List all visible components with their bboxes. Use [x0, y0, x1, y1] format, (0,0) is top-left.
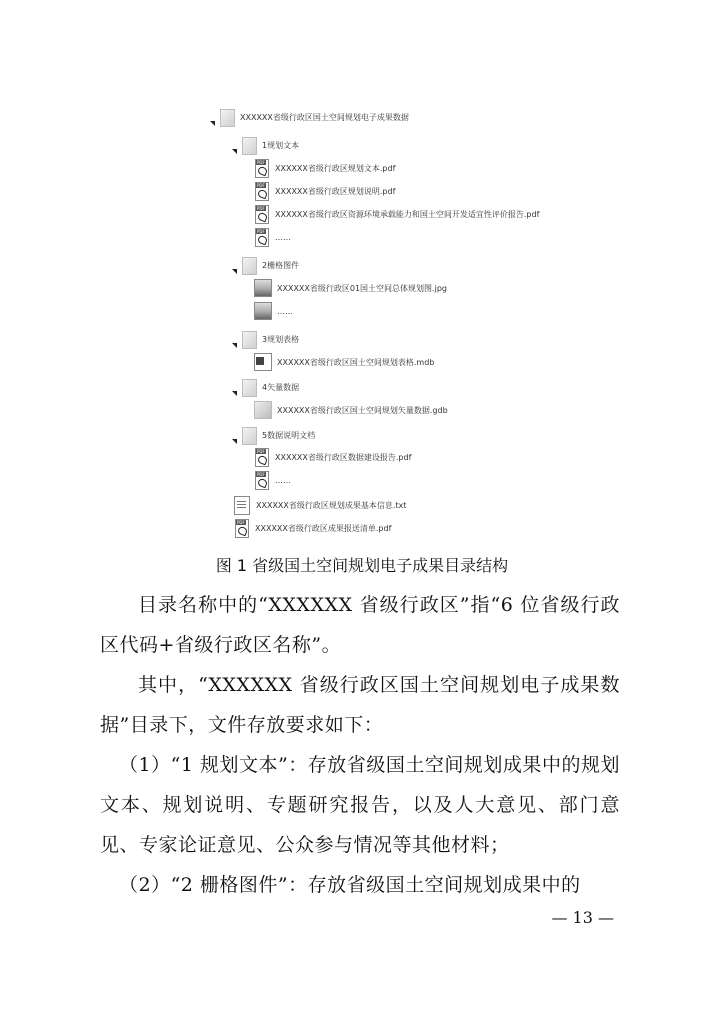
folder-icon: [240, 256, 258, 274]
folder-label: 2栅格图件: [262, 260, 300, 270]
folder-icon: [240, 330, 258, 348]
tree-file[interactable]: [254, 399, 448, 421]
folder-icon: [218, 108, 236, 126]
pdf-file-icon: [254, 182, 270, 200]
tree-file[interactable]: [234, 494, 406, 516]
file-label: ……: [277, 306, 293, 316]
expand-arrow-icon[interactable]: [232, 439, 237, 444]
pdf-file-icon: [254, 448, 270, 466]
tree-file[interactable]: [254, 300, 293, 322]
file-label: XXXXXX省级行政区规划成果基本信息.txt: [256, 500, 407, 510]
paragraph-4: （2）“2 栅格图件”：存放省级国土空间规划成果中的: [119, 874, 581, 896]
folder-label: 4矢量数据: [262, 382, 300, 392]
paragraph-2: 其中，“XXXXXX 省级行政区国土空间规划电子成果数据”目录下，文件存放要求如下：: [100, 674, 620, 736]
page-number: — 13 —: [551, 908, 614, 927]
tree-file[interactable]: [254, 469, 291, 491]
expand-arrow-icon[interactable]: [232, 343, 237, 348]
paragraph-3: （1）“1 规划文本”：存放省级国土空间规划成果中的规划文本、规划说明、专题研究报告，以及人大意见、部门意见、专家论证意见、公众参与情况等其他材料；: [100, 754, 620, 856]
tree-file[interactable]: [254, 446, 411, 468]
database-file-icon: [254, 353, 272, 371]
tree-file[interactable]: [254, 157, 395, 179]
expand-arrow-icon[interactable]: [232, 391, 237, 396]
tree-file[interactable]: [254, 277, 447, 299]
paragraph-1: 目录名称中的“XXXXXX 省级行政区”指“6 位省级行政区代码+省级行政区名称”。: [100, 594, 620, 656]
file-label: XXXXXX省级行政区资源环境承载能力和国土空间开发适宜性评价报告.pdf: [275, 209, 540, 219]
text-file-icon: [234, 496, 250, 515]
tree-file[interactable]: [234, 517, 391, 539]
file-label: XXXXXX省级行政区国土空间规划表格.mdb: [277, 357, 435, 367]
file-label: XXXXXX省级行政区数据建设报告.pdf: [275, 452, 412, 462]
tree-folder-3[interactable]: [232, 328, 299, 350]
tree-file[interactable]: [254, 226, 291, 248]
file-label: ……: [275, 232, 291, 242]
tree-folder-4[interactable]: [232, 376, 299, 398]
tree-file[interactable]: [254, 180, 395, 202]
image-file-icon: [254, 302, 272, 320]
tree-file[interactable]: [254, 203, 539, 225]
pdf-file-icon: [254, 159, 270, 177]
folder-label: 3规划表格: [262, 334, 300, 344]
file-label: XXXXXX省级行政区国土空间规划矢量数据.gdb: [277, 405, 448, 415]
file-label: ……: [275, 475, 291, 485]
tree-folder-1[interactable]: [232, 134, 299, 156]
geodatabase-folder-icon: [254, 401, 272, 419]
expand-arrow-icon[interactable]: [232, 149, 237, 154]
tree-folder-5[interactable]: [232, 424, 315, 446]
folder-label: 1规划文本: [262, 140, 300, 150]
figure-caption: 图 1 省级国土空间规划电子成果目录结构: [215, 556, 509, 575]
pdf-file-icon: [254, 205, 270, 223]
pdf-file-icon: [254, 471, 270, 489]
tree-file[interactable]: [254, 351, 434, 373]
expand-arrow-icon[interactable]: [210, 121, 215, 126]
directory-tree: [200, 106, 620, 536]
tree-folder-2[interactable]: [232, 254, 299, 276]
expand-arrow-icon[interactable]: [232, 269, 237, 274]
folder-icon: [240, 136, 258, 154]
file-label: XXXXXX省级行政区成果报送清单.pdf: [255, 523, 392, 533]
tree-root[interactable]: [210, 106, 409, 128]
folder-label: 5数据说明文档: [262, 430, 316, 440]
image-file-icon: [254, 279, 272, 297]
pdf-file-icon: [234, 519, 250, 537]
file-label: XXXXXX省级行政区规划文本.pdf: [275, 163, 396, 173]
tree-root-label: XXXXXX省级行政区国土空间规划电子成果数据: [240, 112, 409, 122]
file-label: XXXXXX省级行政区01国土空间总体规划图.jpg: [277, 283, 447, 293]
folder-icon: [240, 378, 258, 396]
file-label: XXXXXX省级行政区规划说明.pdf: [275, 186, 396, 196]
pdf-file-icon: [254, 228, 270, 246]
folder-icon: [240, 426, 258, 444]
